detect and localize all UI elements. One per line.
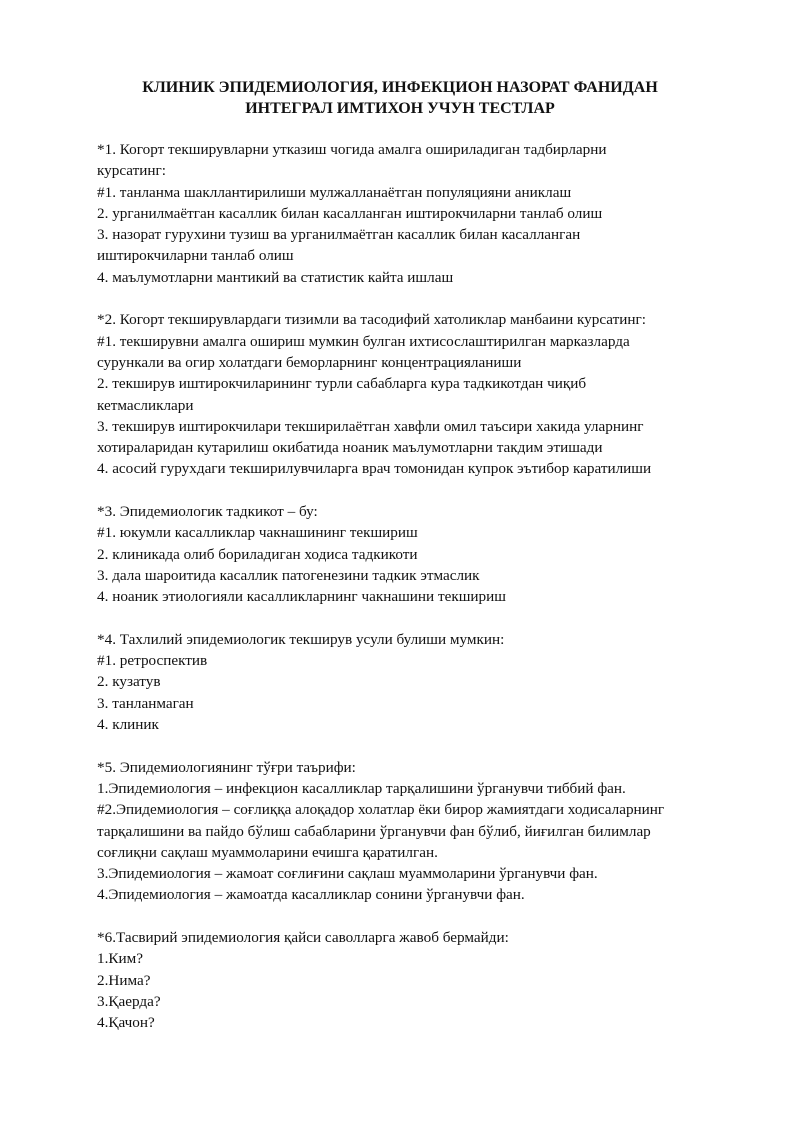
answer-option: хотираларидан кутарилиш окибатида ноаник маълумотларни такдим этишади	[97, 439, 603, 457]
question-3-line: *3. Эпидемиологик тадкикот – бу:	[97, 503, 318, 521]
answer-option: 3. дала шароитида касаллик патогенезини тадкик этмаслик	[97, 566, 480, 584]
document-body	[97, 139, 717, 1055]
answer-option: 4.Эпидемиология – жамоатда касалликлар сонини ўрганувчи фан.	[97, 886, 525, 904]
answer-option: 4. маълумотларни мантикий ва статистик кайта ишлаш	[97, 268, 454, 286]
question-1-line: курсатинг:	[97, 162, 166, 180]
answer-option: 4. ноаник этиологияли касалликларнинг чакнашини текшириш	[97, 588, 506, 606]
answer-option: 2. текширув иштирокчиларининг турли сабабларга кура тадкикотдан чиқиб	[97, 375, 587, 393]
question-6	[97, 927, 717, 1033]
answer-option: 3. текширув иштирокчилари текширилаётган хавфли омил таъсири хакида уларнинг	[97, 417, 644, 435]
answer-option: иштирокчиларни танлаб олиш	[97, 247, 294, 265]
answer-option: 1.Эпидемиология – инфекцион касалликлар тарқалишини ўрганувчи тиббий фан.	[97, 779, 626, 797]
document-title	[0, 77, 800, 119]
question-5	[97, 757, 717, 906]
answer-option: сурункали ва огир холатдаги беморларнинг концентрацияланиши	[97, 353, 522, 371]
answer-option: 1.Ким?	[97, 950, 144, 968]
answer-option: 3.Қаерда?	[97, 992, 161, 1010]
title-line-1: КЛИНИК ЭПИДЕМИОЛОГИЯ, ИНФЕКЦИОН НАЗОРАТ ФАНИДАН	[142, 79, 658, 96]
answer-option: 4. клиник	[97, 716, 159, 734]
question-5-line: *5. Эпидемиологиянинг тўғри таърифи:	[97, 758, 356, 776]
answer-option: 2.Нима?	[97, 971, 151, 989]
answer-option: 3. назорат гурухини тузиш ва урганилмаётган касаллик билан касалланган	[97, 226, 581, 244]
question-2	[97, 309, 717, 479]
answer-option: соғлиқни сақлаш муаммоларини ечишга қаратилган.	[97, 843, 438, 861]
answer-option: 4.Қачон?	[97, 1014, 155, 1032]
answer-option: 3.Эпидемиология – жамоат соғлиғини сақлаш муаммоларини ўрганувчи фан.	[97, 865, 598, 883]
question-4	[97, 629, 717, 735]
answer-option: 2. кузатув	[97, 673, 161, 691]
question-2-line: *2. Когорт текширувлардаги тизимли ва тасодифий хатоликлар манбаини курсатинг:	[97, 311, 646, 329]
question-6-line: *6.Тасвирий эпидемиология қайси саволларга жавоб бермайди:	[97, 928, 509, 946]
answer-option: 3. танланмаган	[97, 694, 194, 712]
answer-option: кетмасликлари	[97, 396, 194, 414]
question-1	[97, 139, 717, 288]
answer-option: #1. текширувни амалга ошириш мумкин булган ихтисослаштирилган марказларда	[97, 332, 630, 350]
title-line-2: ИНТЕГРАЛ ИМТИХОН УЧУН ТЕСТЛАР	[245, 100, 555, 117]
question-4-line: *4. Тахлилий эпидемиологик текширув усули булиши мумкин:	[97, 630, 505, 648]
question-3	[97, 501, 717, 607]
answer-option: #1. танланма шакллантирилиши мулжалланаётган популяцияни аниклаш	[97, 183, 572, 201]
answer-option: #1. ретроспектив	[97, 652, 208, 670]
answer-option: #1. юкумли касалликлар чакнашининг текшириш	[97, 524, 418, 542]
answer-option: 2. урганилмаётган касаллик билан касалланган иштирокчиларни танлаб олиш	[97, 204, 603, 222]
question-1-line: *1. Когорт текширувларни утказиш чогида амалга ошириладиган тадбирларни	[97, 141, 607, 158]
answer-option: #2.Эпидемиология – соғлиққа алоқадор холатлар ёки бирор жамиятдаги ходисаларнинг	[97, 801, 665, 819]
answer-option: 4. асосий гурухдаги текширилувчиларга врач томонидан купрок эътибор каратилиши	[97, 460, 652, 478]
answer-option: тарқалишини ва пайдо бўлиш сабабларини ўрганувчи фан бўлиб, йиғилган билимлар	[97, 822, 651, 840]
answer-option: 2. клиникада олиб бориладиган ходиса тадкикоти	[97, 545, 418, 563]
